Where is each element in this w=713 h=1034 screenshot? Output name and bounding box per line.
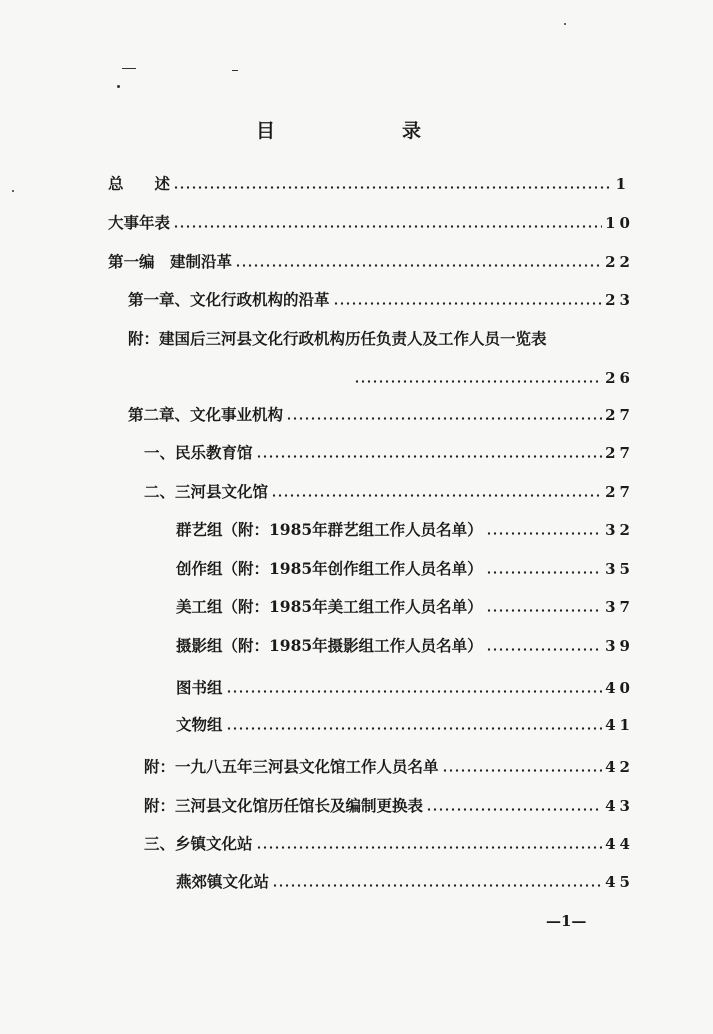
toc-entry-label: 文物组 (176, 715, 223, 734)
toc-entry-label: 一、民乐教育馆 (144, 443, 253, 462)
leader-dots (333, 302, 603, 305)
toc-entry (176, 634, 634, 658)
toc-entry (128, 288, 634, 312)
toc-entry-page: 43 (605, 797, 634, 815)
leader-dots (173, 225, 602, 228)
scan-speck (117, 85, 120, 88)
leader-dots (486, 609, 602, 612)
leader-dots (256, 846, 603, 849)
toc-entry (176, 557, 634, 581)
toc-entry-page: 35 (605, 560, 634, 578)
toc-entry-page: 37 (605, 598, 634, 616)
toc-entry-page: 27 (605, 444, 634, 462)
toc-entry (108, 172, 630, 196)
toc-entry-page: 27 (605, 483, 634, 501)
toc-entry-label: 附：建国后三河县文化行政机构历任负责人及工作人员一览表 (128, 329, 547, 348)
leader-dots (235, 264, 602, 267)
toc-entry-page: 45 (605, 873, 634, 891)
toc-entry (176, 518, 634, 542)
toc-entry-label: 美工组（附：1985年美工组工作人员名单） (176, 597, 483, 616)
toc-entry (176, 870, 634, 894)
leader-dots (272, 884, 602, 887)
toc-entry (108, 211, 634, 235)
toc-entry (176, 676, 634, 700)
leader-dots (286, 417, 602, 420)
toc-entry-label: 二、三河县文化馆 (144, 482, 269, 501)
toc-entry-page: 41 (605, 716, 634, 734)
toc-entry (144, 794, 634, 818)
toc-entry-page: 44 (605, 835, 634, 853)
toc-entry-label: 附：一九八五年三河县文化馆工作人员名单 (144, 757, 439, 776)
toc-entry-page: 1 (615, 175, 630, 193)
scan-speck (122, 68, 136, 69)
toc-entry-label: 大事年表 (108, 213, 171, 232)
leader-dots (354, 380, 602, 383)
toc-entry (108, 250, 634, 274)
toc-entry-label: 摄影组（附：1985年摄影组工作人员名单） (176, 636, 483, 655)
toc-entry-label: 燕郊镇文化站 (176, 872, 270, 891)
toc-entry-label: 总 述 (108, 174, 171, 193)
toc-entry-page: 23 (605, 291, 634, 309)
toc-entry-label: 第一章、文化行政机构的沿革 (128, 290, 330, 309)
title-char-left: 目 (256, 120, 276, 142)
leader-dots (486, 532, 602, 535)
leader-dots (271, 494, 602, 497)
toc-entry-label: 附：三河县文化馆历任馆长及编制更换表 (144, 796, 424, 815)
leader-dots (442, 769, 603, 772)
toc-entry (144, 480, 634, 504)
toc-entry-label: 三、乡镇文化站 (144, 834, 253, 853)
toc-entry-label: 第一编 建制沿革 (108, 252, 233, 271)
toc-entry (144, 755, 634, 779)
toc-entry (128, 403, 634, 427)
leader-dots (486, 648, 602, 651)
toc-entry-page: 22 (605, 253, 634, 271)
leader-dots (173, 186, 613, 189)
leader-dots (226, 727, 603, 730)
toc-entry (144, 832, 634, 856)
scan-speck (232, 70, 238, 71)
toc-entry (144, 441, 634, 465)
toc-entry-label: 群艺组（附：1985年群艺组工作人员名单） (176, 520, 483, 539)
toc-entry-page: 42 (605, 758, 634, 776)
leader-dots (226, 690, 603, 693)
toc-entry-label: 创作组（附：1985年创作组工作人员名单） (176, 559, 483, 578)
title-char-right: 录 (402, 120, 422, 142)
toc-entry (176, 595, 634, 619)
toc-entry-page: 39 (605, 637, 634, 655)
toc-entry-page: 26 (605, 369, 634, 387)
toc-entry-label: 图书组 (176, 678, 223, 697)
toc-entry-page: 32 (605, 521, 634, 539)
toc-entry-page: 10 (605, 214, 634, 232)
toc-entry-continuation (354, 366, 634, 390)
scan-speck (12, 190, 14, 192)
leader-dots (256, 455, 603, 458)
leader-dots (486, 571, 602, 574)
toc-entry-page: 27 (605, 406, 634, 424)
scan-speck (564, 23, 566, 25)
toc-entry-label: 第二章、文化事业机构 (128, 405, 284, 424)
page-number-footer: —1— (546, 912, 587, 930)
toc-entry (176, 713, 634, 737)
page-title (0, 116, 713, 142)
leader-dots (426, 808, 602, 811)
toc-entry-page: 40 (605, 679, 634, 697)
